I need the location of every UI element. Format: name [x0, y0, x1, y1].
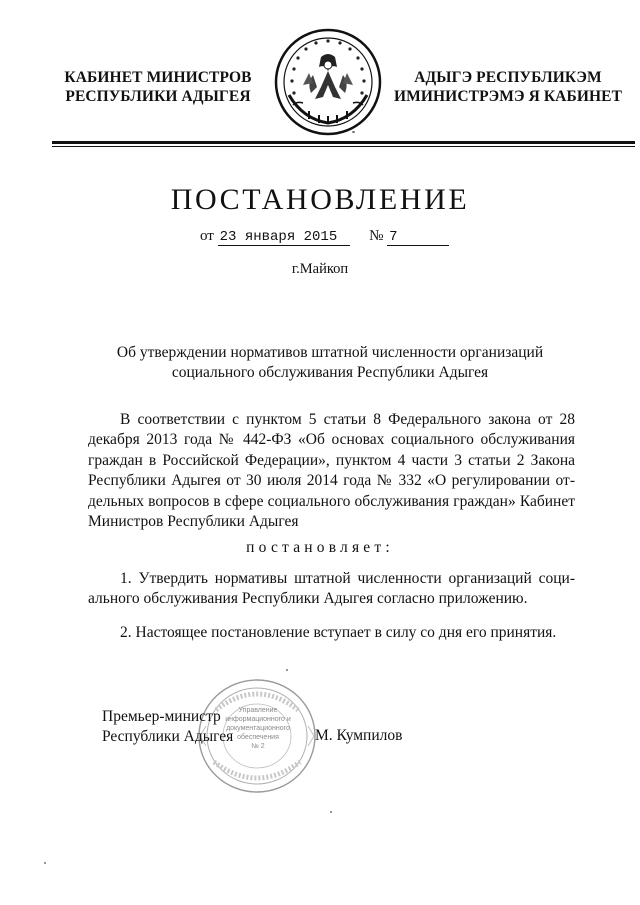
header-divider-thin	[52, 146, 635, 147]
stamp-line: информационного и	[225, 716, 291, 723]
signatory-position	[102, 707, 233, 747]
date-number-line	[200, 228, 460, 246]
header-left-block	[58, 68, 258, 106]
preamble-paragraph: В соответствии с пунктом 5 статьи 8 Федерального закона от 28 декабря 2013 года № 442-ФЗ «Об основах социального обслуживания граждан в Российской Федерации», пунктом 4 части 3 статьи 2 Закона Республики Адыгея от 30 июля 2014 года № 332 «О регулировании от-дельных вопросов в сфере социального обслуживания граждан» Кабинет Министров Республики Адыгея	[88, 411, 575, 531]
header-right-line2: ИМИНИСТРЭМЭ Я КАБИНЕТ	[393, 88, 623, 105]
city-label: г.Майкоп	[291, 261, 349, 277]
subject-line1: Об утверждении нормативов штатной численности организаций	[116, 344, 544, 361]
scan-speck	[352, 131, 355, 133]
date-value: 23 января 2015	[218, 229, 350, 246]
stamp-line: обеспечения	[237, 734, 279, 741]
clause-1: 1. Утвердить нормативы штатной численности организаций соци-ального обслуживания Республики Адыгея согласно приложению.	[88, 570, 575, 608]
date-prefix: от	[200, 228, 214, 244]
header-divider-thick	[52, 141, 635, 144]
document-subject	[80, 343, 580, 383]
coat-of-arms-icon	[273, 27, 383, 137]
subject-line2: социального обслуживания Республики Адыгея	[171, 364, 489, 381]
header-right-line1: АДЫГЭ РЕСПУБЛИКЭМ	[414, 69, 602, 86]
number-value: 7	[387, 229, 449, 246]
clause-2: 2. Настоящее постановление вступает в силу со дня его принятия.	[120, 624, 557, 641]
stamp-line: Управление	[238, 707, 278, 714]
scan-speck	[44, 862, 46, 864]
signatory-position-line1: Премьер-министр	[102, 708, 221, 725]
decree-word: постановляет:	[246, 539, 394, 556]
number-prefix: №	[369, 228, 384, 244]
signatory-position-line2: Республики Адыгея	[102, 728, 234, 745]
signatory-name: М. Кумпилов	[315, 727, 403, 744]
scan-speck	[286, 669, 288, 671]
stamp-line: № 2	[251, 743, 265, 750]
document-title: ПОСТАНОВЛЕНИЕ	[170, 183, 470, 216]
header-left-line2: РЕСПУБЛИКИ АДЫГЕЯ	[65, 88, 251, 105]
header-right-block	[392, 68, 624, 106]
header-left-line1: КАБИНЕТ МИНИСТРОВ	[64, 69, 252, 86]
scan-speck	[330, 811, 332, 813]
stamp-line: документационного	[226, 725, 290, 732]
